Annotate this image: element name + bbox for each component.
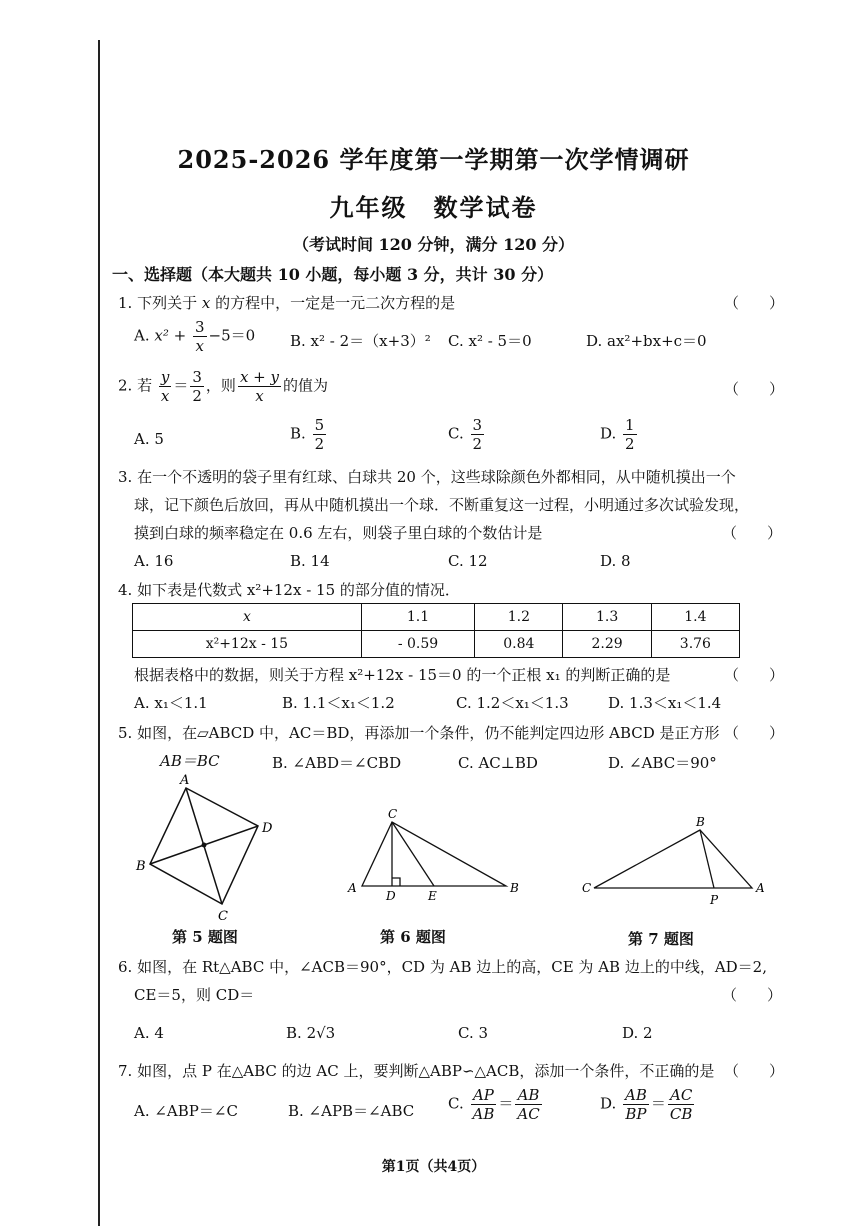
question-3-line-3: 摸到白球的频率稳定在 0.6 左右，则袋子里白球的个数估计是 (134, 524, 543, 542)
q2-f2-den: 2 (192, 387, 202, 405)
figure-6-caption: 第 6 题图 (380, 928, 446, 946)
answer-paren-4: （ ） (724, 666, 785, 684)
q2-f2-num: 3 (192, 368, 202, 386)
answer-paren-7: （ ） (724, 1062, 785, 1080)
q7-option-d-label: D. (600, 1094, 617, 1113)
q7-c-n1: AP (471, 1086, 497, 1105)
q7-c-eq: ＝ (498, 1094, 514, 1113)
q5-option-b[interactable]: B. ∠ABD＝∠CBD (272, 754, 402, 772)
question-4-followup: 根据表格中的数据，则关于方程 x²+12x - 15＝0 的一个正根 x₁ 的判断正确的是 (134, 666, 671, 684)
q7-d-n1: AB (625, 1086, 647, 1104)
q2-option-d-label: D. (600, 424, 617, 443)
q2-eq: ＝ (173, 376, 189, 395)
fig5-label-b: B (136, 859, 146, 874)
q4-option-a[interactable]: A. x₁＜1.1 (134, 694, 208, 712)
answer-paren-5: （ ） (724, 724, 785, 742)
answer-paren-3: （ ） (722, 524, 783, 542)
table-cell: x²+12x - 15 (133, 631, 362, 658)
q7-option-d-fraction-2 (668, 1086, 695, 1123)
question-4-stem: 4. 如下表是代数式 x²+12x - 15 的部分值的情况． (118, 581, 460, 599)
q4-option-c[interactable]: C. 1.2＜x₁＜1.3 (456, 694, 569, 712)
fig6-triangle (362, 822, 506, 886)
table-cell: 1.3 (563, 604, 651, 631)
question-6-line-2: CE＝5，则 CD＝ (134, 986, 255, 1004)
fig6-label-c: C (388, 807, 398, 821)
question-3-line-1: 3. 在一个不透明的袋子里有红球、白球共 20 个，这些球除颜色外都相同，从中随机摸出一个 (118, 468, 736, 486)
q1-option-a-den: x (195, 337, 204, 355)
q6-option-b[interactable] (286, 1024, 335, 1042)
page-footer: 第1页（共4页） (381, 1159, 486, 1175)
fig7-triangle (594, 830, 752, 888)
q1-option-a-pre: x² + (154, 326, 187, 345)
q4-option-d[interactable]: D. 1.3＜x₁＜1.4 (608, 694, 722, 712)
figure-7-caption: 第 7 题图 (628, 930, 694, 948)
exam-subtitle: 九年级 数学试卷 (329, 193, 538, 222)
q7-d-eq: ＝ (650, 1094, 666, 1113)
figure-7 (580, 816, 770, 908)
q1-stem-pre: 1. 下列关于 (118, 294, 202, 312)
q2-fraction-1 (159, 368, 171, 405)
q1-option-a-post: −5＝0 (208, 326, 256, 345)
q1-option-a-label: A. (134, 326, 150, 345)
q2-option-d-num: 1 (625, 416, 635, 434)
q2-option-c-num: 3 (472, 416, 483, 434)
q2-mid: ，则 (205, 376, 236, 395)
figure-5 (130, 772, 280, 922)
answer-paren-2: （ ） (724, 380, 785, 398)
exam-info: （考试时间 120 分钟，满分 120 分） (292, 235, 575, 254)
q1-option-a-num: 3 (194, 318, 205, 336)
q7-d-d1: BP (625, 1105, 647, 1123)
table-cell: 2.29 (563, 631, 651, 658)
q5-option-c[interactable]: C. AC⊥BD (458, 754, 538, 772)
q2-option-d[interactable] (600, 416, 639, 453)
q2-option-c-label: C. (448, 424, 464, 443)
q2-f3-den: x (255, 387, 264, 405)
q2-option-c[interactable] (448, 416, 486, 453)
q1-option-a[interactable] (134, 318, 255, 355)
q6-option-a[interactable]: A. 4 (134, 1024, 164, 1042)
q7-option-c-label: C. (448, 1094, 464, 1113)
q2-f1-den: x (160, 387, 170, 405)
fig5-center-point (202, 843, 207, 848)
fig6-label-e: E (428, 889, 437, 903)
fig7-label-a: A (756, 881, 765, 895)
q4-option-b[interactable]: B. 1.1＜x₁＜1.2 (282, 694, 395, 712)
q2-option-c-fraction (471, 416, 485, 453)
fig7-label-b: B (696, 815, 705, 829)
q2-option-b-label: B. (290, 424, 306, 443)
answer-paren-1: （ ） (724, 294, 785, 312)
q2-option-b[interactable] (290, 416, 328, 453)
question-7-stem: 7. 如图，点 P 在△ABC 的边 AC 上，要判断△ABP∽△ACB，添加一个条件，不正确的是 (118, 1062, 715, 1080)
q7-d-d2: CB (669, 1105, 693, 1123)
q1-option-b[interactable]: B. x² - 2＝（x+3）² (290, 332, 431, 350)
q7-d-n2: AC (668, 1086, 695, 1105)
table-cell: 3.76 (651, 631, 739, 658)
q2-option-d-fraction (623, 416, 637, 453)
q1-option-a-fraction (193, 318, 207, 355)
q2-f1-num: y (160, 368, 170, 386)
table-row (133, 631, 740, 658)
table-cell: 0.84 (475, 631, 563, 658)
q7-option-c-fraction-1 (471, 1086, 497, 1123)
q6-option-b-label: B. (286, 1024, 302, 1042)
q2-stem-post: 的值为 (282, 376, 328, 395)
q6-option-c[interactable]: C. 3 (458, 1024, 489, 1042)
fig6-label-b: B (510, 881, 519, 895)
q2-stem-pre: 2. 若 (118, 376, 153, 395)
answer-paren-6: （ ） (722, 986, 783, 1004)
figure-6 (344, 808, 524, 904)
q7-option-d[interactable] (600, 1086, 696, 1123)
q5-option-a[interactable]: AB＝BC (160, 752, 220, 770)
table-cell: 1.4 (651, 604, 739, 631)
q1-stem-var: x (201, 294, 211, 312)
q6-option-d[interactable]: D. 2 (622, 1024, 653, 1042)
q7-option-c[interactable] (448, 1086, 544, 1123)
exam-title: 2025-2026 学年度第一学期第一次学情调研 (177, 145, 690, 174)
fig5-label-d: D (262, 821, 273, 836)
q1-option-c[interactable]: C. x² - 5＝0 (448, 332, 532, 350)
question-1-stem (118, 292, 455, 313)
q2-option-c-den: 2 (472, 435, 483, 453)
table-cell: x (133, 604, 362, 631)
table-row (133, 604, 740, 631)
q7-option-a[interactable]: A. ∠ABP＝∠C (134, 1102, 238, 1120)
q1-stem-post: 的方程中，一定是一元二次方程的是 (210, 294, 456, 312)
q2-option-b-den: 2 (314, 435, 325, 453)
q7-c-d2: AC (517, 1105, 540, 1123)
question-6-line-1: 6. 如图，在 Rt△ABC 中，∠ACB＝90°，CD 为 AB 边上的高，CE 为 AB 边上的中线，AD＝2, (118, 958, 767, 976)
fig6-label-d: D (386, 889, 396, 903)
fig6-label-a: A (348, 881, 357, 895)
q2-option-a[interactable]: A. 5 (134, 430, 164, 448)
section-heading: 一、选择题（本大题共 10 小题，每小题 3 分，共计 30 分） (112, 265, 554, 284)
q7-option-d-fraction-1 (623, 1086, 649, 1123)
q3-option-d[interactable]: D. 8 (600, 552, 631, 570)
fig5-label-c: C (218, 909, 228, 924)
value-table (132, 603, 740, 658)
table-cell: 1.2 (475, 604, 563, 631)
q5-option-d[interactable]: D. ∠ABC＝90° (608, 754, 717, 772)
q2-f3-num: x + y (239, 368, 279, 386)
q1-option-d[interactable]: D. ax²+bx+c＝0 (586, 332, 707, 350)
q7-option-b[interactable]: B. ∠APB＝∠ABC (288, 1102, 415, 1120)
q2-fraction-3 (238, 368, 281, 405)
question-2-stem (118, 368, 328, 405)
question-3-line-2: 球，记下颜色后放回，再从中随机摸出一个球．不断重复这一过程，小明通过多次试验发现， (134, 496, 750, 514)
fig7-label-c: C (582, 881, 592, 895)
q3-option-c[interactable]: C. 12 (448, 552, 488, 570)
q2-option-d-den: 2 (625, 435, 635, 453)
q3-option-a[interactable]: A. 16 (134, 552, 174, 570)
q2-fraction-2 (190, 368, 204, 405)
fig5-label-a: A (180, 773, 190, 788)
q7-option-c-fraction-2 (515, 1086, 541, 1123)
q2-option-b-fraction (313, 416, 327, 453)
fig7-label-p: P (710, 893, 719, 907)
q6-option-b-value: 2√3 (306, 1024, 336, 1042)
figure-5-caption: 第 5 题图 (172, 928, 238, 946)
table-cell: 1.1 (361, 604, 474, 631)
q7-c-d1: AB (472, 1105, 495, 1123)
table-cell: - 0.59 (361, 631, 474, 658)
q7-c-n2: AB (515, 1086, 541, 1105)
question-5-stem: 5. 如图，在▱ABCD 中，AC＝BD，再添加一个条件，仍不能判定四边形 ABCD 是正方形 (118, 724, 720, 742)
q2-option-b-num: 5 (314, 416, 325, 434)
q3-option-b[interactable]: B. 14 (290, 552, 330, 570)
